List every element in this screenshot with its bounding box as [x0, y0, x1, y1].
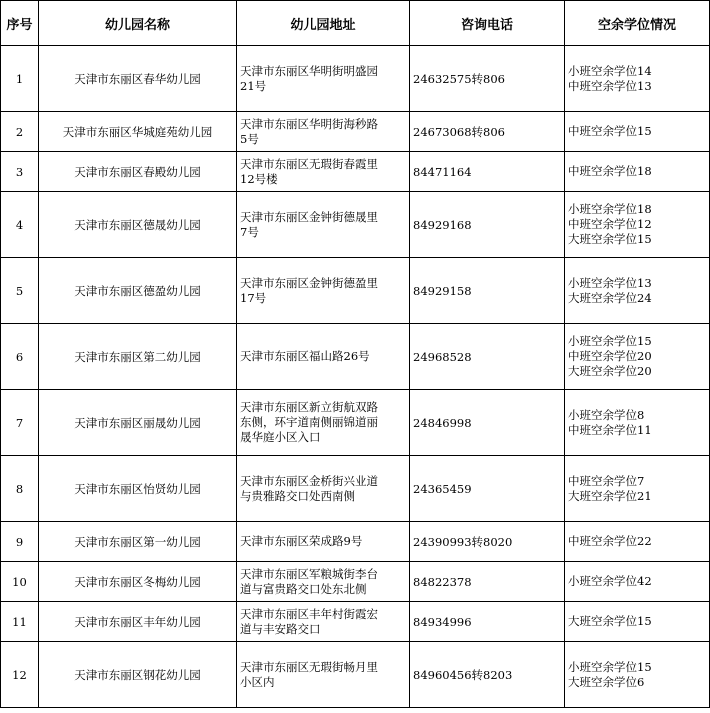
contact-phone: 84822378 — [410, 562, 565, 602]
address-line: 天津市东丽区金钟街德晟里 — [240, 209, 378, 224]
address-line: 天津市东丽区金钟街德盈里 — [240, 275, 378, 290]
row-index: 10 — [1, 562, 39, 602]
kindergarten-address — [237, 562, 410, 602]
table-row — [1, 602, 710, 642]
vacancy-info — [565, 602, 710, 642]
kindergarten-name: 天津市东丽区钢花幼儿园 — [39, 642, 237, 708]
vacancy-info — [565, 46, 710, 112]
kindergarten-name: 天津市东丽区德盈幼儿园 — [39, 258, 237, 324]
vacancy-line: 小班空余学位8 — [568, 407, 645, 422]
vacancy-line: 中班空余学位20 — [568, 349, 652, 363]
kindergarten-address — [237, 522, 410, 562]
kindergarten-address — [237, 258, 410, 324]
contact-phone: 24673068转806 — [410, 112, 565, 152]
vacancy-line: 中班空余学位12 — [568, 217, 652, 231]
vacancy-line: 中班空余学位7 — [568, 473, 645, 488]
kindergarten-name: 天津市东丽区丽晟幼儿园 — [39, 390, 237, 456]
vacancy-info — [565, 152, 710, 192]
vacancy-line: 小班空余学位18 — [568, 202, 652, 216]
row-index: 11 — [1, 602, 39, 642]
table-row — [1, 258, 710, 324]
address-line: 天津市东丽区丰年村街霞宏 — [240, 606, 378, 621]
address-line: 天津市东丽区荣成路9号 — [240, 534, 363, 548]
address-line: 17号 — [240, 290, 267, 305]
vacancy-line: 中班空余学位11 — [568, 422, 652, 437]
row-index: 12 — [1, 642, 39, 708]
kindergarten-address — [237, 390, 410, 456]
address-line: 天津市东丽区华明街海秒路 — [240, 116, 378, 131]
address-line: 5号 — [240, 131, 259, 146]
address-line: 天津市东丽区金桥街兴业道 — [240, 473, 378, 488]
header-phone: 咨询电话 — [410, 1, 565, 46]
kindergarten-name: 天津市东丽区德晟幼儿园 — [39, 192, 237, 258]
row-index: 6 — [1, 324, 39, 390]
address-line: 天津市东丽区无瑕街春霞里 — [240, 156, 378, 171]
kindergarten-address — [237, 642, 410, 708]
vacancy-info — [565, 192, 710, 258]
address-line: 21号 — [240, 78, 267, 93]
kindergarten-address — [237, 324, 410, 390]
address-line: 道与丰安路交口 — [240, 621, 321, 636]
row-index: 5 — [1, 258, 39, 324]
vacancy-info — [565, 112, 710, 152]
address-line: 12号楼 — [240, 171, 278, 186]
kindergarten-address — [237, 192, 410, 258]
kindergarten-name: 天津市东丽区华城庭苑幼儿园 — [39, 112, 237, 152]
table-row — [1, 562, 710, 602]
vacancy-info — [565, 522, 710, 562]
table-row — [1, 112, 710, 152]
vacancy-line: 大班空余学位6 — [568, 674, 645, 689]
vacancy-line: 中班空余学位18 — [568, 164, 652, 178]
header-row — [1, 1, 710, 46]
vacancy-info — [565, 562, 710, 602]
kindergarten-name: 天津市东丽区春殿幼儿园 — [39, 152, 237, 192]
vacancy-info — [565, 390, 710, 456]
address-line: 7号 — [240, 224, 259, 239]
header-index: 序号 — [1, 1, 39, 46]
contact-phone: 84929168 — [410, 192, 565, 258]
vacancy-line: 小班空余学位13 — [568, 275, 652, 290]
vacancy-line: 中班空余学位13 — [568, 78, 652, 93]
row-index: 2 — [1, 112, 39, 152]
vacancy-info — [565, 642, 710, 708]
kindergarten-name: 天津市东丽区春华幼儿园 — [39, 46, 237, 112]
vacancy-info — [565, 324, 710, 390]
vacancy-line: 大班空余学位21 — [568, 488, 652, 503]
row-index: 7 — [1, 390, 39, 456]
vacancy-line: 小班空余学位15 — [568, 659, 652, 674]
address-line: 晟华庭小区入口 — [240, 430, 321, 444]
vacancy-line: 中班空余学位22 — [568, 534, 652, 548]
address-line: 小区内 — [240, 674, 275, 689]
table-row — [1, 390, 710, 456]
kindergarten-name: 天津市东丽区怡贤幼儿园 — [39, 456, 237, 522]
table-row — [1, 46, 710, 112]
kindergarten-address — [237, 602, 410, 642]
address-line: 天津市东丽区军粮城街李台 — [240, 566, 378, 581]
contact-phone: 24365459 — [410, 456, 565, 522]
contact-phone: 84934996 — [410, 602, 565, 642]
address-line: 与贵雅路交口处西南侧 — [240, 488, 355, 503]
address-line: 东侧，环宇道南侧丽锦道丽 — [240, 415, 378, 429]
address-line: 天津市东丽区华明街明盛园 — [240, 63, 378, 78]
contact-phone: 84960456转8203 — [410, 642, 565, 708]
vacancy-line: 大班空余学位24 — [568, 290, 652, 305]
contact-phone: 24632575转806 — [410, 46, 565, 112]
vacancy-line: 小班空余学位42 — [568, 574, 652, 588]
contact-phone: 84929158 — [410, 258, 565, 324]
table-row — [1, 456, 710, 522]
vacancy-info — [565, 456, 710, 522]
vacancy-line: 大班空余学位15 — [568, 614, 652, 628]
kindergarten-name: 天津市东丽区丰年幼儿园 — [39, 602, 237, 642]
row-index: 3 — [1, 152, 39, 192]
kindergarten-address — [237, 46, 410, 112]
contact-phone: 24390993转8020 — [410, 522, 565, 562]
address-line: 道与富贵路交口处东北侧 — [240, 581, 367, 596]
kindergarten-name: 天津市东丽区第一幼儿园 — [39, 522, 237, 562]
header-seats: 空余学位情况 — [565, 1, 710, 46]
table-row — [1, 324, 710, 390]
kindergarten-address — [237, 456, 410, 522]
kindergarten-address — [237, 112, 410, 152]
vacancy-line: 大班空余学位15 — [568, 232, 652, 246]
row-index: 1 — [1, 46, 39, 112]
contact-phone: 24968528 — [410, 324, 565, 390]
vacancy-info — [565, 258, 710, 324]
header-name: 幼儿园名称 — [39, 1, 237, 46]
contact-phone: 24846998 — [410, 390, 565, 456]
contact-phone: 84471164 — [410, 152, 565, 192]
table-row — [1, 192, 710, 258]
row-index: 8 — [1, 456, 39, 522]
address-line: 天津市东丽区福山路26号 — [240, 349, 370, 363]
vacancy-line: 大班空余学位20 — [568, 364, 652, 378]
kindergarten-address — [237, 152, 410, 192]
vacancy-line: 小班空余学位14 — [568, 63, 652, 78]
kindergarten-name: 天津市东丽区第二幼儿园 — [39, 324, 237, 390]
table-row — [1, 152, 710, 192]
table-row — [1, 522, 710, 562]
row-index: 4 — [1, 192, 39, 258]
address-line: 天津市东丽区无瑕街畅月里 — [240, 659, 378, 674]
vacancy-line: 中班空余学位15 — [568, 124, 652, 138]
address-line: 天津市东丽区新立街航双路 — [240, 400, 378, 414]
kindergarten-name: 天津市东丽区冬梅幼儿园 — [39, 562, 237, 602]
table-row — [1, 642, 710, 708]
header-address: 幼儿园地址 — [237, 1, 410, 46]
row-index: 9 — [1, 522, 39, 562]
vacancy-line: 小班空余学位15 — [568, 334, 652, 348]
